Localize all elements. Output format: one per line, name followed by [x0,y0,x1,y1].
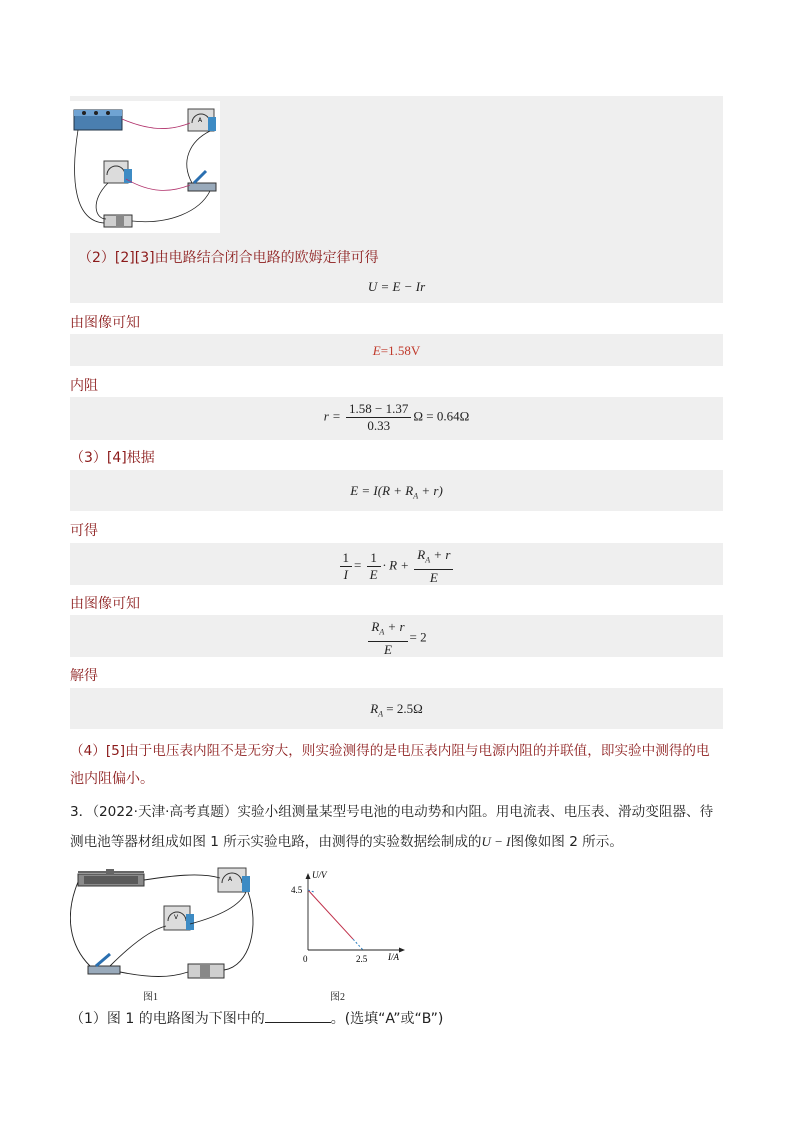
equation-E-full-sub: A [413,491,419,501]
ratio-num-sub: A [379,627,385,637]
answer-blank[interactable] [265,1008,331,1023]
solution-block-E-full [70,470,723,511]
ratio-num-R: R [371,619,380,634]
fig2-x-arrow [399,948,405,953]
fig2-origin-label: 0 [303,954,308,964]
equation-E [70,343,723,359]
solution-block-r [70,397,723,440]
fig1-ammeter-label: A [228,876,233,883]
question-3-line-1: 3．（2022·天津·高考真题）实验小组测量某型号电池的电动势和内阻。用电流表、电压表、滑动变阻器、待 [70,804,714,820]
equation-U: U = E − Ir [367,279,426,294]
solution-block-ratio [70,615,723,657]
line-neizu: 内阻 [70,378,98,394]
inv-frac-num-R: R [417,547,426,562]
solution-block-RA [70,688,723,729]
figure-2-caption: 图2 [330,992,345,1003]
fig2-ylabel: U/V [312,870,327,880]
question-3-sub-1 [70,1008,443,1028]
equation-E-full-end: + r) [418,483,443,498]
section-4-line-2: 池内阻偏小。 [70,771,154,787]
section-4-line-1: （4）[5]由于电压表内阻不是无穷大，则实验测得的是电压表内阻与电源内阻的并联值，即实验中测得的电 [70,743,710,759]
solution-block-E [70,334,723,366]
solution-block-inverse [70,543,723,585]
equation-RA-sub: A [378,709,384,719]
equation-RA-R: R [370,701,379,716]
section-4-text [70,737,730,793]
ratio-num-end: + r [384,619,405,634]
equation-RA-rhs: = 2.5Ω [383,701,423,716]
fig2-extrapolation-line [353,939,363,950]
inv-frac-num-end: + r [430,547,451,562]
equation-r-numerator: 1.58 − 1.37 [346,401,411,418]
fig2-x-tick-label: 2.5 [356,954,368,964]
equation-E-full-main: E = I(R + R [350,483,414,498]
equation-E-value: =1.58V [380,343,421,358]
fig2-y-arrow [306,873,311,879]
line-jiede: 解得 [70,668,98,684]
inv-R-term: · R + [382,557,410,573]
line-graph-2: 由图像可知 [70,596,140,612]
inv-equals: = [354,557,362,573]
question-3-UI: U − I [481,834,511,849]
equation-ratio [70,619,723,658]
figure-2-ui-graph [290,868,420,968]
inv-num-1: 1 [340,550,353,567]
equation-inverse [70,547,723,586]
inv-den-I: I [343,566,348,582]
equation-r-lhs: r = [323,408,341,424]
line-graph-1: 由图像可知 [70,315,140,331]
question-3-line-2a: 测电池等器材组成如图 1 所示实验电路，由测得的实验数据绘制成的 [70,834,482,850]
fig2-y-tick-label: 4.5 [291,885,303,895]
equation-E-symbol: E [372,343,381,358]
question-3-sub-1-b: 。(选填“A”或“B”) [330,1011,444,1027]
ratio-den: E [383,641,392,657]
inv-num-2: 1 [367,550,381,567]
inv-frac-den: E [429,569,438,585]
fig2-data-line [308,890,353,939]
figure-1-caption: 图1 [143,992,158,1003]
solution-block-circuit [70,96,723,303]
section-2-heading: （2）[2][3]由电路结合闭合电路的欧姆定律可得 [78,250,379,266]
equation-r [70,401,723,434]
fig2-xlabel: I/A [388,952,399,962]
question-3-text [70,797,730,857]
line-kede: 可得 [70,523,98,539]
question-3-line-2b: 图像如图 2 所示。 [510,834,623,850]
ammeter-label-top: A [198,117,203,124]
equation-r-denominator: 0.33 [367,418,391,433]
equation-E-full [70,483,723,501]
circuit-diagram-answer [70,101,220,233]
question-3-sub-1-a: （1）图 1 的电路图为下图中的 [70,1011,265,1027]
inv-den-E: E [369,566,378,582]
equation-r-rhs: Ω = 0.64Ω [413,408,470,424]
inv-frac-num-sub: A [425,555,431,565]
equation-RA [70,701,723,719]
figure-1-circuit [70,866,260,986]
section-3-heading: （3）[4]根据 [70,450,155,466]
ratio-rhs: = 2 [409,629,427,645]
fig1-voltmeter-label: V [174,914,179,921]
